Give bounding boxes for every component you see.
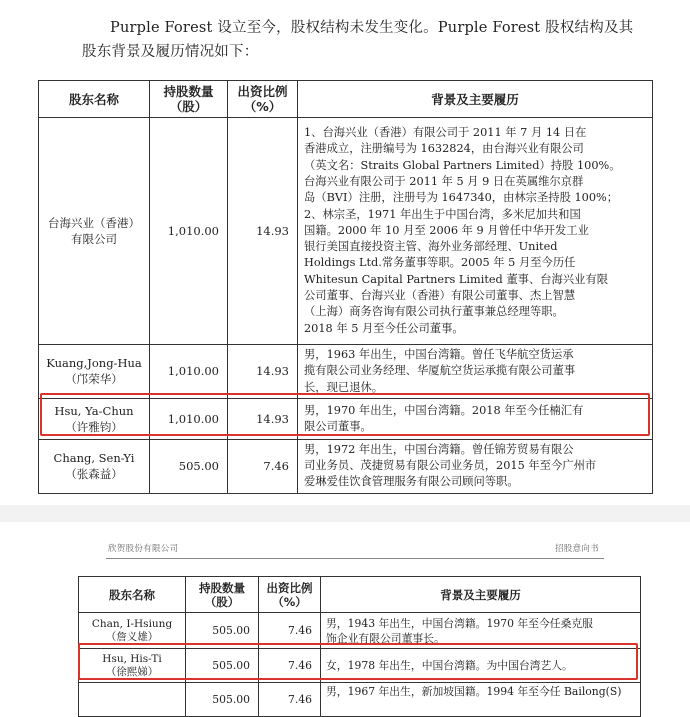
bg-line: 长，现已退休。 (304, 380, 384, 394)
bg-line: 岛（BVI）注册，注册号为 1647340，由林宗圣持股 100%； (304, 191, 619, 205)
col-header-background: 背景及主要履历 (321, 577, 641, 613)
name-line: （邝荣华） (65, 372, 123, 387)
background-cell (321, 683, 641, 717)
bg-line: 台海兴业有限公司于 2011 年 5 月 9 日在英属维尔京群 (304, 174, 584, 188)
name-line: Chang, Sen-Yi (53, 451, 135, 466)
page-header-rule (106, 558, 604, 559)
table-header-row (39, 81, 653, 118)
name-line: （徐熙娣） (105, 665, 159, 678)
name-line: 台海兴业（香港） (48, 216, 140, 230)
name-line: Chan, I-Hsiung (91, 617, 173, 630)
table-row (79, 683, 641, 717)
col-header-background: 背景及主要履历 (298, 81, 653, 118)
ratio-cell: 7.46 (228, 439, 298, 493)
intro-paragraph (82, 16, 642, 64)
bg-line: 饰企业有限公司董事长。 (326, 631, 445, 645)
bg-line: Whitesun Capital Partners Limited 董事、台海兴业有限 (304, 272, 609, 286)
highlight-box-hsu-ya-chun (40, 393, 650, 436)
page-separator (0, 505, 690, 522)
table-header-row (79, 577, 641, 613)
ratio-cell: 14.93 (228, 118, 298, 345)
bg-line: 限公司董事。 (304, 419, 372, 433)
shares-cell: 505.00 (186, 683, 259, 717)
col-header-shares: 持股数量 （股） (150, 81, 228, 118)
name-line: Hsu, Ya-Chun (54, 403, 134, 418)
shareholder-name (79, 683, 186, 717)
bg-line: 爱琳爱佳饮食管理服务有限公司顾问等职。 (304, 475, 519, 489)
bg-line: （上海）商务咨询有限公司执行董事兼总经理等职。 (304, 305, 564, 319)
ratio-cell: 7.46 (259, 613, 321, 649)
table-row (39, 118, 653, 345)
name-line: 有限公司 (71, 232, 117, 246)
bg-line: 男，1972 年出生，中国台湾籍。曾任锦芳贸易有限公 (304, 442, 574, 456)
intro-line-1: Purple Forest 设立至今，股权结构未发生变化。Purple Forest 股权结构及其 (110, 20, 634, 36)
background-cell (298, 345, 653, 399)
shares-cell: 1,010.00 (150, 345, 228, 399)
background-cell (298, 118, 653, 345)
bg-line: 国籍。2000 年 10 月至 2006 年 9 月曾任中华开发工业 (304, 223, 589, 237)
ratio-cell: 7.46 (259, 683, 321, 717)
col-header-ratio: 出资比例 （%） (259, 577, 321, 613)
page-header-company: 欣贺股份有限公司 (108, 544, 179, 554)
name-line: Kuang,Jong-Hua (46, 356, 142, 371)
bg-line: 女，1978 年出生，中国台湾籍。为中国台湾艺人。 (326, 659, 573, 672)
highlight-box-hsu-his-ti (78, 643, 638, 680)
shares-cell: 1,010.00 (150, 398, 228, 439)
ratio-cell: 14.93 (228, 398, 298, 439)
bg-line: 2、林宗圣，1971 年出生于中国台湾，多米尼加共和国 (304, 207, 581, 221)
shares-cell: 505.00 (150, 439, 228, 493)
shares-cell: 505.00 (186, 649, 259, 683)
bg-line: 揽有限公司业务经理、华厦航空货运承揽有限公司董事 (304, 364, 576, 378)
bg-line: Holdings Ltd.常务董事等职。2005 年 5 月至今历任 (304, 256, 576, 270)
table-row (39, 439, 653, 493)
shares-cell: 505.00 (186, 613, 259, 649)
bg-line: 男，1963 年出生，中国台湾籍。曾任飞华航空货运承 (304, 348, 574, 361)
col-header-shares: 持股数量 （股） (186, 577, 259, 613)
shareholder-name (39, 345, 150, 399)
name-line: （许雅钧） (65, 419, 123, 434)
page-header-doc-title: 招股意向书 (555, 544, 600, 554)
ratio-cell: 14.93 (228, 345, 298, 399)
col-header-ratio: 出资比例 （%） (228, 81, 298, 118)
shares-cell: 1,010.00 (150, 118, 228, 345)
bg-line: 1、台海兴业（香港）有限公司于 2011 年 7 月 14 日在 (304, 126, 587, 140)
bg-line: 2018 年 5 月至今任公司董事。 (304, 321, 464, 335)
ratio-cell: 7.46 (259, 649, 321, 683)
col-header-name: 股东名称 (39, 81, 150, 118)
intro-line-2: 股东背景及履历情况如下： (82, 44, 259, 60)
background-cell (298, 439, 653, 493)
bg-line: 公司董事、台海兴业（香港）有限公司董事、杰上智慧 (304, 289, 576, 303)
bg-line: 香港成立，注册编号为 1632824，由台海兴业有限公司 (304, 142, 584, 156)
bg-line: 男，1943 年出生，中国台湾籍。1970 年至今任桑克服 (326, 616, 593, 630)
name-line: （詹义雄） (105, 630, 159, 643)
bg-line: 男，1967 年出生，新加坡国籍。1994 年至今任 Bailong(S) (326, 685, 622, 698)
name-line: Hsu, His-Ti (102, 652, 162, 665)
shareholder-name (39, 118, 150, 345)
bg-line: 银行美国直接投资主管、海外业务部经理、United (304, 240, 558, 254)
table-row (39, 345, 653, 399)
shareholder-name (39, 439, 150, 493)
bg-line: 男，1970 年出生，中国台湾籍。2018 年至今任楠汇有 (304, 403, 584, 417)
bg-line: （英文名：Straits Global Partners Limited）持股 100%。 (304, 158, 621, 172)
col-header-name: 股东名称 (79, 577, 186, 613)
name-line: （张森益） (65, 467, 123, 482)
bg-line: 司业务员、茂捷贸易有限公司业务员，2015 年至今广州市 (304, 459, 597, 473)
